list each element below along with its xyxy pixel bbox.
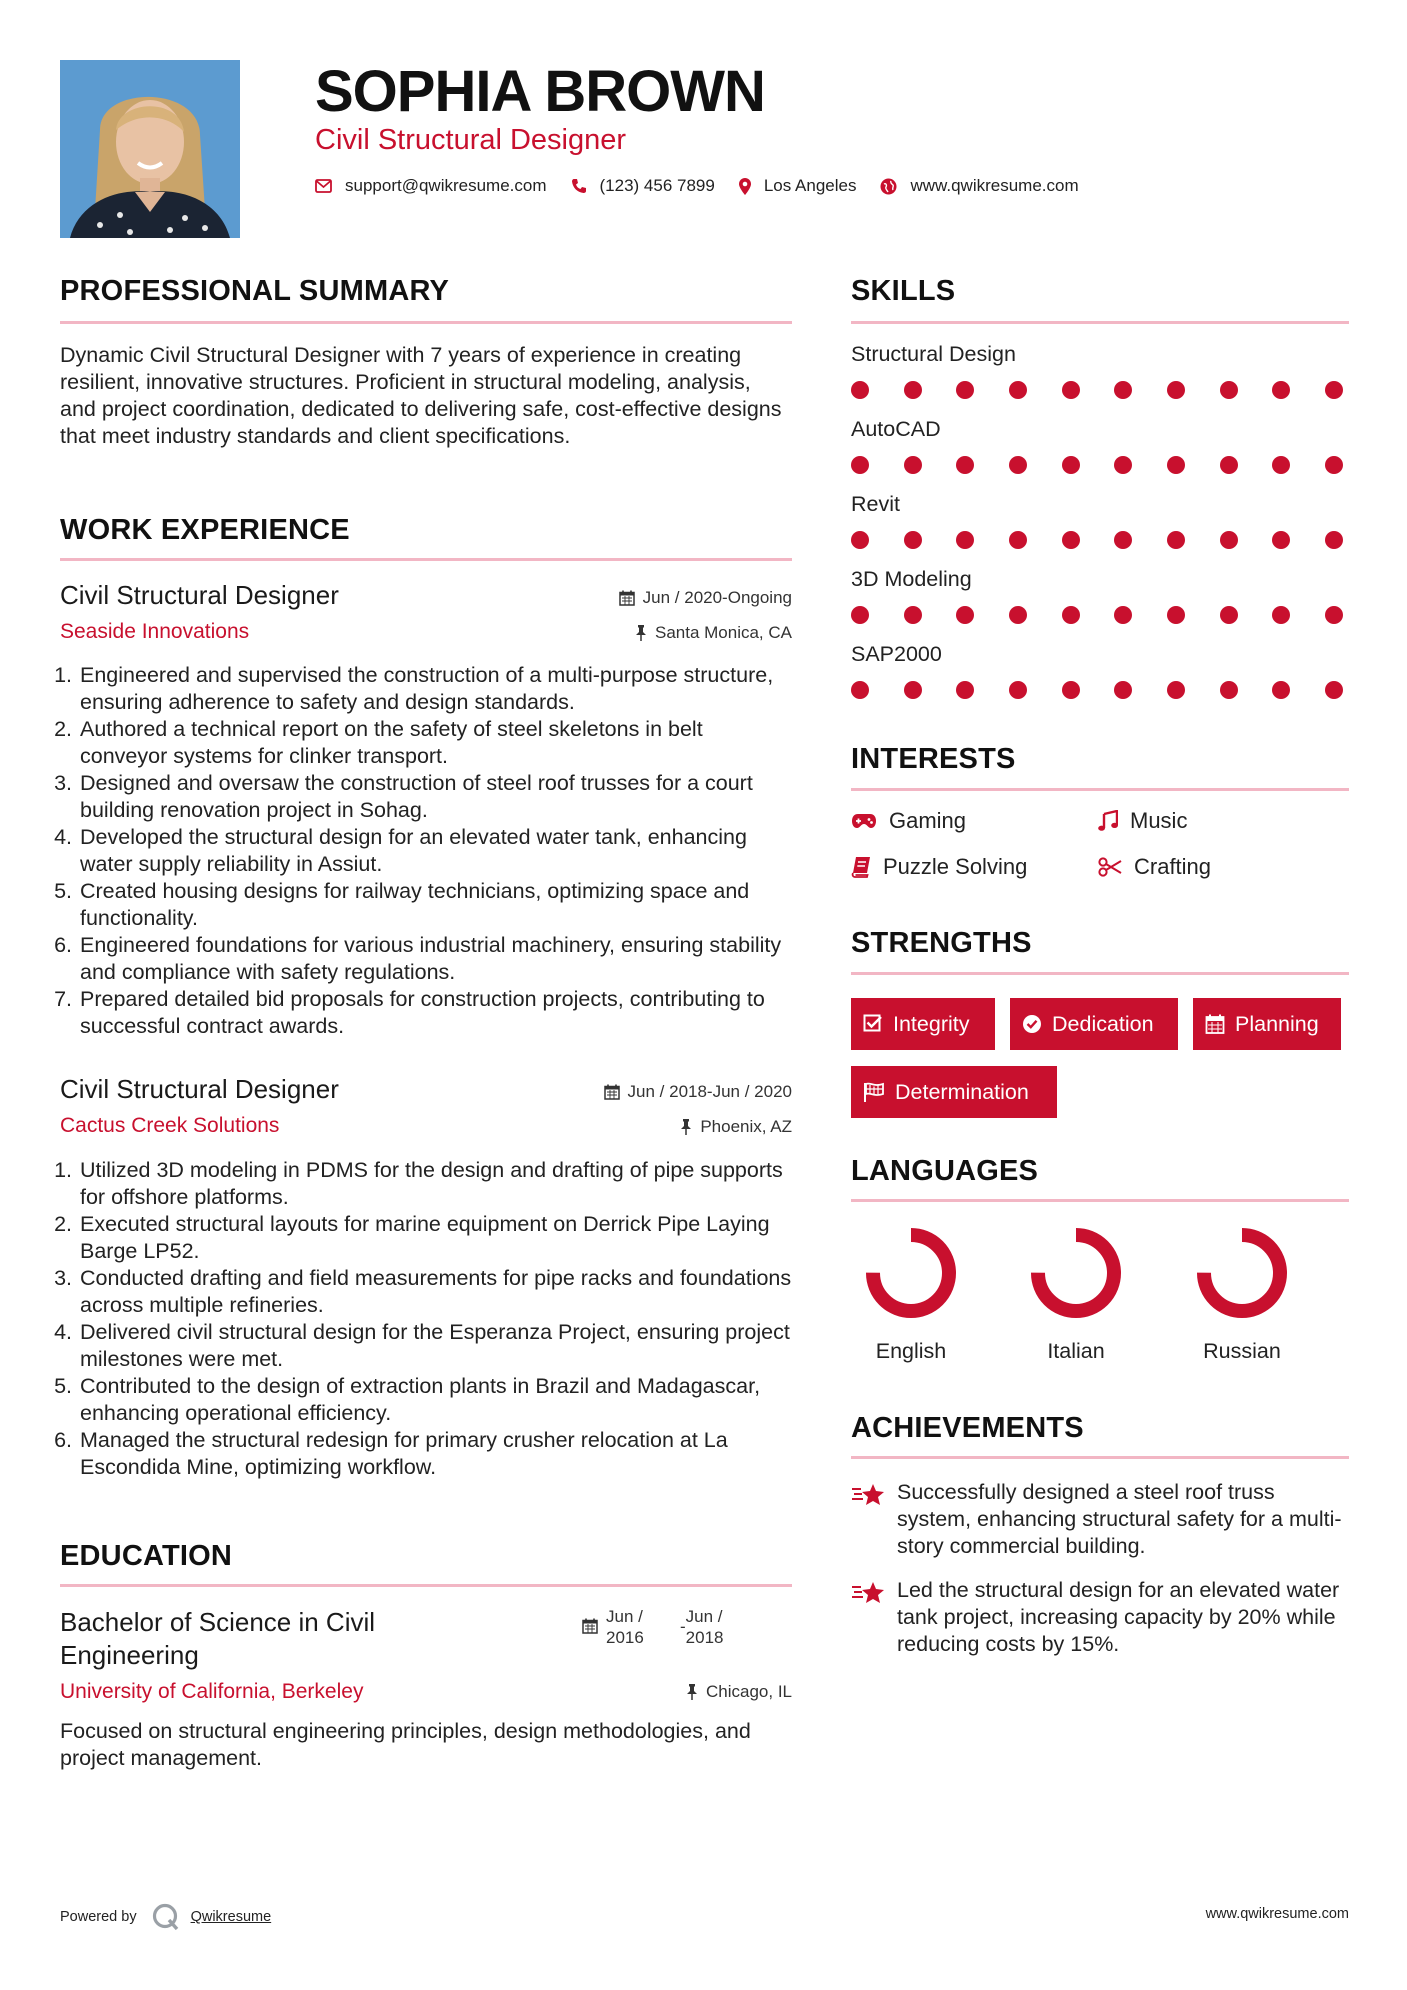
achievement-text: Led the structural design for an elevated water tank project, increasing capacity by 20% while reducing costs by 15%. [897,1578,1340,1656]
education-school: University of California, Berkeley [60,1680,364,1703]
education-location-text: Chicago, IL [706,1682,792,1701]
experience-rule [60,558,792,561]
strength-label: Planning [1235,1011,1319,1036]
language-gauge-arc [873,1235,949,1311]
candidate-title: Civil Structural Designer [315,124,627,156]
languages-heading: LANGUAGES [851,1155,1039,1187]
skill-dot [851,606,869,624]
flag-icon [863,1082,885,1102]
list-item: 5. Contributed to the design of extraction plants in Brazil and Madagascar, enhancing operational efficiency. [78,1373,792,1427]
list-item: 4. Developed the structural design for an elevated water tank, enhancing water supply reliability in Assiut. [78,824,792,878]
skill-dot [1220,381,1238,399]
contact-location-text: Los Angeles [763,176,857,195]
list-item: 2. Executed structural layouts for marine equipment on Derrick Pipe Laying Barge LP52. [78,1211,792,1265]
education-end [680,1606,724,1648]
skill-dot [1167,606,1185,624]
education-location [500,1682,792,1702]
skill-dot [1062,456,1080,474]
skill-name: SAP2000 [851,642,942,666]
footer-website[interactable]: www.qwikresume.com [1205,1906,1349,1922]
job-dates [500,1082,792,1102]
job-dates-text: Jun / 2020-Ongoing [642,588,792,607]
interests-heading: INTERESTS [851,743,1016,775]
skill-dot [1167,456,1185,474]
contact-bar [315,176,1103,196]
footer-brand-link[interactable]: Qwikresume [190,1909,272,1925]
strengths-rule [851,972,1349,975]
skill-dot [1062,681,1080,699]
phone-icon [571,178,587,194]
list-item: 6. Engineered foundations for various industrial machinery, ensuring stability and compliance with safety regulations. [78,932,792,986]
skill-dot [1167,531,1185,549]
map-pin-icon [739,178,751,195]
list-item: 7. Prepared detailed bid proposals for construction projects, contributing to successful contract awards. [78,986,792,1040]
skill-rating [851,456,1343,474]
achievement-item [851,1479,1349,1560]
job-company: Seaside Innovations [60,620,250,643]
achievements-heading: ACHIEVEMENTS [851,1412,1084,1444]
qwikresume-logo-icon [151,1902,181,1932]
list-item: 1. Utilized 3D modeling in PDMS for the design and drafting of pipe supports for offshore platforms. [78,1157,792,1211]
language-item [1182,1225,1302,1364]
list-item: 3. Designed and oversaw the construction of steel roof trusses for a court building renovation project in Sohag. [78,770,792,824]
powered-by-text: Powered by [60,1909,137,1925]
degree-line: Bachelor of Science in Civil [60,1607,376,1637]
degree-line: Engineering [60,1640,199,1670]
gamepad-icon [851,813,877,829]
language-name: Italian [1047,1339,1105,1363]
job-bullets [60,662,792,1040]
strength-label: Dedication [1052,1011,1154,1036]
list-item: 3. Conducted drafting and field measurements for pipe racks and foundations across multiple refineries. [78,1265,792,1319]
experience-heading: WORK EXPERIENCE [60,514,350,546]
contact-website[interactable] [880,176,1078,196]
profile-photo [60,60,240,238]
skill-dot [1114,531,1132,549]
skill-dot [1272,456,1290,474]
skill-dot [1272,531,1290,549]
language-item [851,1225,971,1364]
job-title: Civil Structural Designer [60,580,339,610]
skill-dot [1062,606,1080,624]
interest-item [1098,808,1187,834]
skill-dot [1220,681,1238,699]
skill-dot [1009,681,1027,699]
job-dates-text: Jun / 2018-Jun / 2020 [627,1082,792,1101]
skill-dot [1009,381,1027,399]
list-item: 6. Managed the structural redesign for primary crusher relocation at La Escondida Mine, optimizing workflow. [78,1427,792,1481]
skill-dot [1272,681,1290,699]
job-location [500,1117,792,1137]
strengths-heading: STRENGTHS [851,927,1032,959]
check-circle-icon [1022,1014,1042,1034]
job-bullets [60,1157,792,1481]
summary-heading: PROFESSIONAL SUMMARY [60,275,450,307]
language-name: Russian [1203,1339,1281,1363]
skill-rating [851,531,1343,549]
job-title: Civil Structural Designer [60,1074,339,1104]
list-item: 5. Created housing designs for railway technicians, optimizing space and functionality. [78,878,792,932]
strength-label: Determination [895,1079,1029,1104]
interests-rule [851,788,1349,791]
languages-rule [851,1199,1349,1202]
skill-dot [851,456,869,474]
skill-dot [904,531,922,549]
skill-dot [956,531,974,549]
interest-label: Gaming [889,808,967,833]
degree-title [60,1606,375,1672]
skill-dot [1325,456,1343,474]
skills-heading: SKILLS [851,275,956,307]
interest-item [1098,854,1211,880]
candidate-name: SOPHIA BROWN [315,59,765,124]
pushpin-icon [686,1684,698,1700]
skill-dot [1114,681,1132,699]
skill-dot [1272,381,1290,399]
skill-dot [1325,606,1343,624]
music-icon [1098,810,1118,832]
skill-dot [1325,681,1343,699]
shooting-star-icon [851,1579,885,1658]
calendar-icon [1205,1014,1225,1034]
skill-dot [1114,606,1132,624]
skill-dot [956,456,974,474]
summary-text: Dynamic Civil Structural Designer with 7 years of experience in creating resilient, innovative structures. Proficient in structural modeling, analysis, and project coordination, dedicated to delivering safe, cost-effective designs that meet industry standards and client specifications. [60,343,782,448]
skill-rating [851,681,1343,699]
skill-dot [851,531,869,549]
skill-dot [1062,531,1080,549]
strength-label: Integrity [893,1011,970,1036]
pushpin-icon [680,1119,692,1135]
education-heading: EDUCATION [60,1540,233,1572]
education-start-month: Jun / [606,1607,643,1626]
date-separator: - [680,1617,686,1636]
skill-name: Revit [851,492,900,516]
language-name: English [875,1339,947,1363]
skill-dot [1167,681,1185,699]
job-dates [500,588,792,608]
skill-dot [904,456,922,474]
book-icon [851,856,871,878]
envelope-icon [315,179,332,193]
language-gauge [863,1225,959,1321]
interest-item [851,808,966,834]
skill-name: 3D Modeling [851,567,972,591]
skill-dot [1009,456,1027,474]
skill-dot [1114,381,1132,399]
achievement-text: Successfully designed a steel roof truss system, enhancing structural safety for a multi-story commercial building. [897,1480,1342,1558]
interest-item [851,854,1027,880]
language-gauge [1028,1225,1124,1321]
skill-dot [956,606,974,624]
skill-dot [1325,531,1343,549]
skill-dot [1009,531,1027,549]
skill-dot [904,606,922,624]
interest-label: Music [1130,808,1188,833]
globe-icon [880,178,897,195]
calendar-icon [619,590,635,606]
language-gauge-arc [1204,1235,1280,1311]
strength-badge [851,998,995,1050]
job-location [500,623,792,643]
job-location-text: Phoenix, AZ [700,1117,792,1136]
education-end-year: 2018 [685,1628,724,1647]
contact-location [739,176,857,196]
job-location-text: Santa Monica, CA [654,623,792,642]
skill-name: Structural Design [851,342,1016,366]
strength-badge [851,1066,1057,1118]
contact-email[interactable] [315,176,547,196]
skill-dot [956,681,974,699]
skill-dot [1114,456,1132,474]
checkbox-icon [863,1014,883,1034]
language-item [1016,1225,1136,1364]
skill-dot [904,381,922,399]
skill-dot [904,681,922,699]
education-rule [60,1584,792,1587]
education-description: Focused on structural engineering principles, design methodologies, and project management. [60,1719,751,1770]
language-gauge-arc [1038,1235,1114,1311]
language-gauge [1194,1225,1290,1321]
shooting-star-icon [851,1481,885,1560]
skill-dot [1272,606,1290,624]
calendar-icon [582,1618,598,1648]
skill-name: AutoCAD [851,417,941,441]
contact-phone-text: (123) 456 7899 [599,176,715,195]
contact-email-text: support@qwikresume.com [345,176,547,195]
skill-dot [956,381,974,399]
summary-rule [60,321,792,324]
achievement-item [851,1577,1349,1658]
skill-dot [1009,606,1027,624]
strength-badge [1193,998,1341,1050]
achievements-rule [851,1456,1349,1459]
skill-dot [851,681,869,699]
calendar-icon [604,1084,620,1100]
list-item: 4. Delivered civil structural design for the Esperanza Project, ensuring project milestones were met. [78,1319,792,1373]
footer-powered-by [60,1902,271,1932]
skills-rule [851,321,1349,324]
pushpin-icon [635,625,647,641]
list-item: 2. Authored a technical report on the safety of steel skeletons in belt conveyor systems for clinker transport. [78,716,792,770]
skill-dot [1220,531,1238,549]
skill-dot [1220,606,1238,624]
scissors-icon [1098,857,1122,877]
strength-badge [1010,998,1178,1050]
list-item: 1. Engineered and supervised the construction of a multi-purpose structure, ensuring adherence to safety and design standards. [78,662,792,716]
contact-website-text: www.qwikresume.com [910,176,1079,195]
skill-dot [1220,456,1238,474]
interest-label: Puzzle Solving [883,854,1028,879]
education-end-month: Jun / [685,1607,723,1626]
job-company: Cactus Creek Solutions [60,1114,280,1137]
education-start-year: 2016 [606,1628,644,1647]
skill-dot [1325,381,1343,399]
education-start [606,1606,680,1648]
interest-label: Crafting [1134,854,1212,879]
skill-dot [1062,381,1080,399]
skill-dot [1167,381,1185,399]
contact-phone[interactable] [571,176,715,196]
education-dates [582,1606,724,1648]
skill-rating [851,381,1343,399]
skill-rating [851,606,1343,624]
skill-dot [851,381,869,399]
